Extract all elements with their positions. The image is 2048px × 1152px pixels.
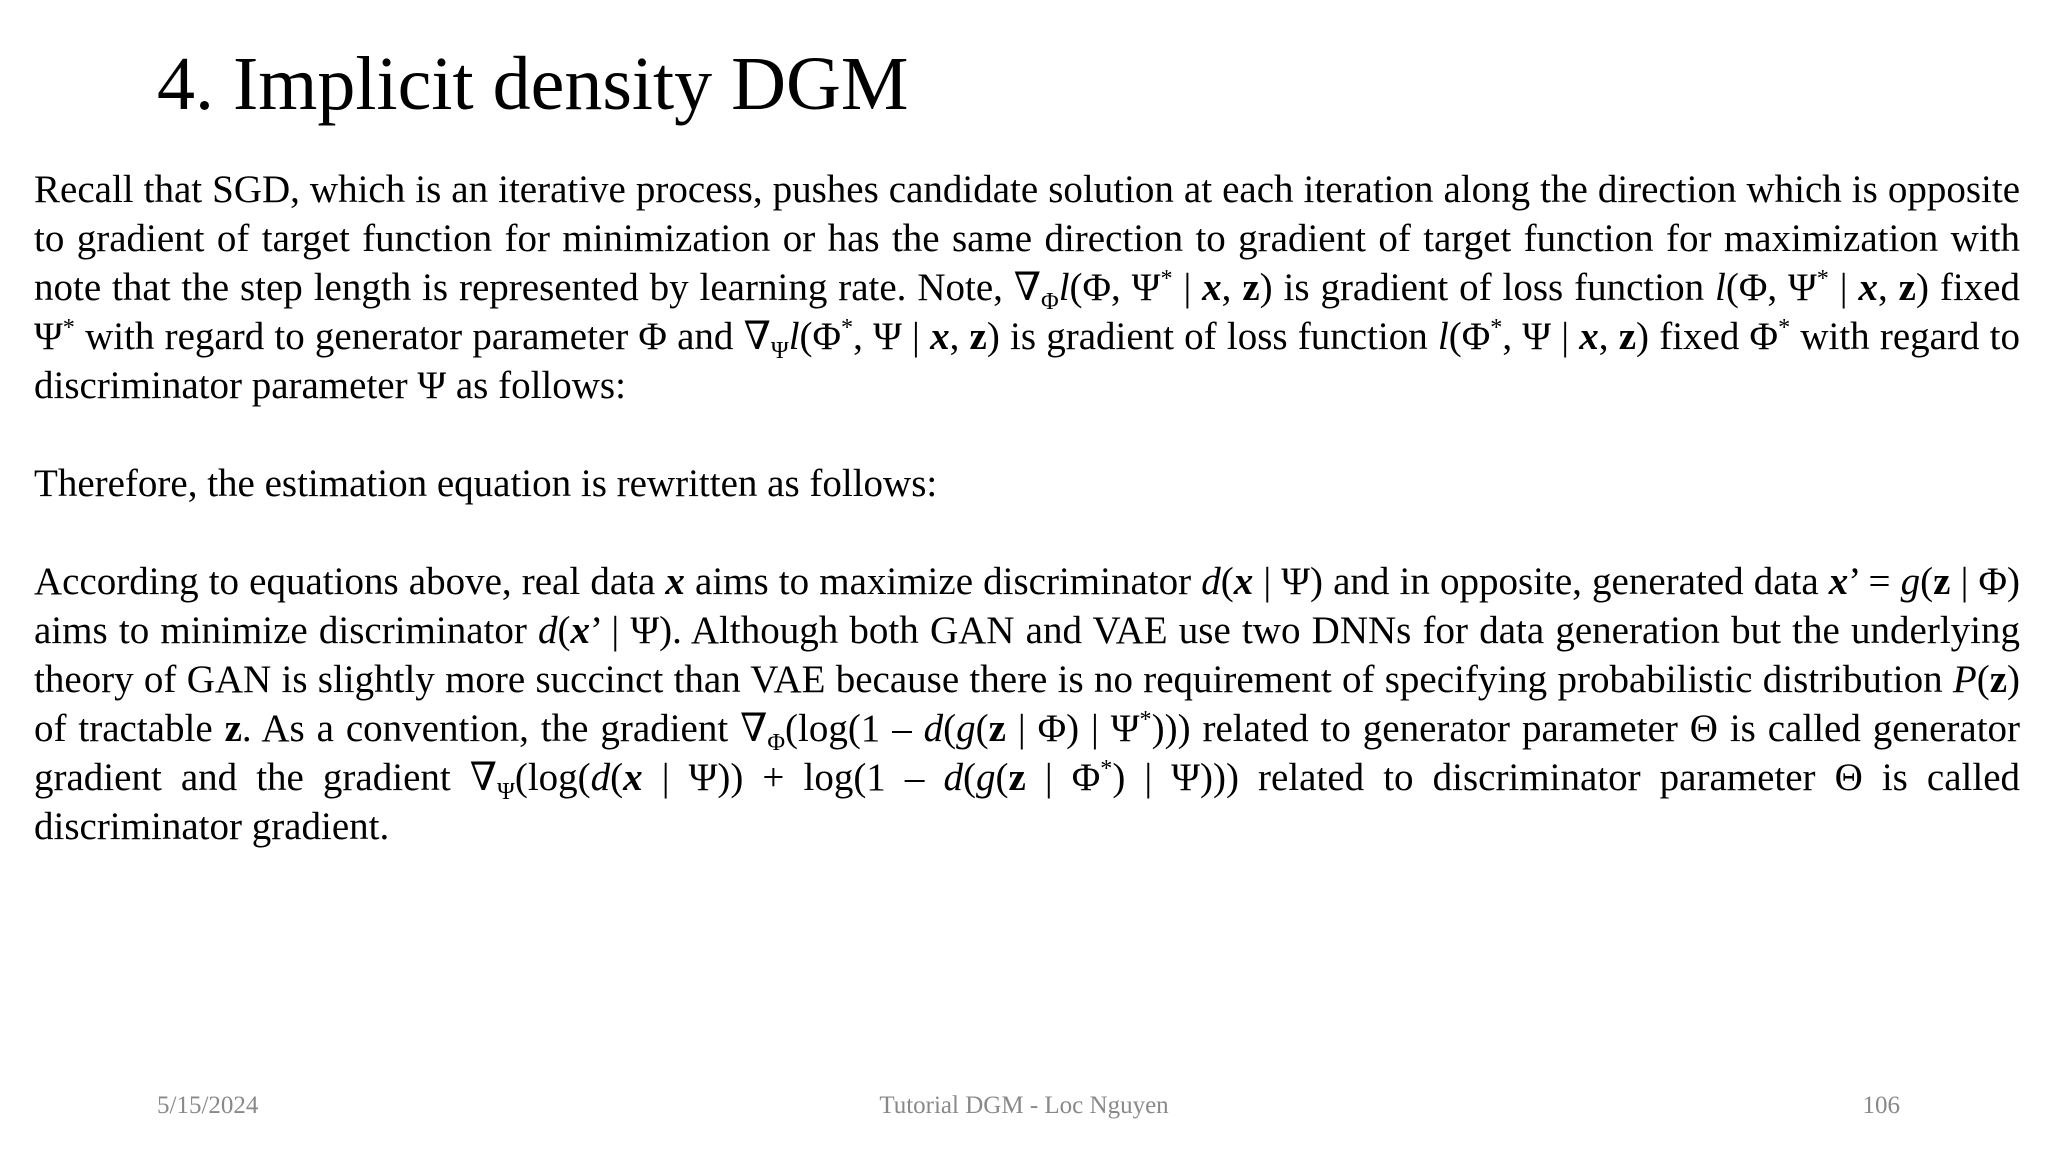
- text-run: , Ψ |: [853, 315, 931, 358]
- text-run: |: [1172, 266, 1203, 309]
- symbol-P: P: [1952, 658, 1977, 701]
- text-run: function: [1574, 266, 1715, 309]
- symbol-x: x: [1233, 560, 1254, 603]
- symbol-l: l: [1437, 315, 1449, 358]
- superscript: *: [1778, 314, 1791, 341]
- symbol-g: g: [1900, 560, 1921, 603]
- symbol-z: z: [1242, 266, 1260, 309]
- text-run: , Ψ |: [1502, 315, 1580, 358]
- text-run: According to equations above, real data: [34, 560, 666, 603]
- symbol-x: x: [623, 756, 643, 799]
- slide-title: 4. Implicit density DGM: [157, 42, 909, 126]
- superscript: *: [841, 314, 854, 341]
- footer-title: Tutorial DGM - Loc Nguyen: [879, 1092, 1169, 1119]
- symbol-x: x: [1858, 266, 1878, 309]
- symbol-z: z: [1989, 658, 2008, 701]
- symbol-d: d: [923, 707, 944, 750]
- text-run: Recall that SGD, which is an iterative process, pushes candidate solution at each iteration along the direction which is: [34, 168, 1878, 211]
- symbol-d: d: [590, 756, 611, 799]
- symbol-x: x: [1828, 560, 1849, 603]
- slide-body: [34, 165, 2020, 851]
- paragraph-therefore: Therefore, the estimation equation is rewritten as follows:: [34, 462, 938, 505]
- superscript: *: [1100, 755, 1113, 782]
- text-run: ’ | Ψ). Although both GAN and VAE use two DNNs for data generation but: [590, 609, 1781, 652]
- text-run: aims to maximize discriminator: [684, 560, 1202, 603]
- text-run: ) of tractable: [34, 658, 2021, 750]
- superscript: *: [62, 314, 75, 341]
- text-run: ,: [1877, 266, 1899, 309]
- text-run: ) | Ψ))) related to: [1112, 756, 1414, 799]
- symbol-z: z: [988, 707, 1006, 750]
- symbol-d: d: [943, 756, 963, 799]
- text-run: (: [1976, 658, 1990, 701]
- text-run: with regard to discriminator parameter Ψ as follows:: [34, 315, 2021, 407]
- text-run: (log(: [514, 756, 591, 799]
- symbol-x: x: [1202, 266, 1222, 309]
- text-run: ,: [1221, 266, 1243, 309]
- symbol-x: x: [930, 315, 950, 358]
- symbol-x: x: [665, 560, 685, 603]
- text-run: probabilistic distribution: [1557, 658, 1953, 701]
- text-run: (: [995, 756, 1009, 799]
- symbol-x: x: [570, 609, 591, 652]
- subscript: Ψ: [497, 777, 515, 805]
- text-run: (: [1920, 560, 1934, 603]
- symbol-g: g: [956, 707, 976, 750]
- footer-date: 5/15/2024: [157, 1092, 259, 1119]
- text-run: ) is gradient of loss: [1259, 266, 1564, 309]
- text-run: (: [1220, 560, 1234, 603]
- text-run: ) fixed Ψ: [34, 266, 2020, 358]
- subscript: Φ: [767, 728, 785, 756]
- text-run: | Φ: [1025, 756, 1101, 799]
- symbol-d: d: [1201, 560, 1221, 603]
- text-run: discriminator parameter Θ is called discriminator gradient.: [34, 756, 2021, 848]
- text-run: ))) related to: [1151, 707, 1351, 750]
- superscript: *: [1816, 265, 1829, 292]
- symbol-z: z: [969, 315, 987, 358]
- text-run: ,: [1598, 315, 1619, 358]
- symbol-z: z: [1618, 315, 1637, 358]
- text-run: ,: [949, 315, 970, 358]
- superscript: *: [1160, 265, 1173, 292]
- text-run: ) fixed Φ: [1636, 315, 1779, 358]
- text-run: (: [962, 756, 976, 799]
- symbol-z: z: [224, 707, 242, 750]
- text-run: | Φ) aims to minimize discriminator: [34, 560, 2020, 652]
- symbol-d: d: [538, 609, 558, 652]
- symbol-l: l: [1058, 266, 1070, 309]
- paragraph-according: [34, 557, 2020, 851]
- symbol-l: l: [1715, 266, 1726, 309]
- page-number: 106: [1862, 1092, 1900, 1119]
- paragraph-sgd: [34, 165, 2020, 410]
- symbol-z: z: [1933, 560, 1951, 603]
- text-run: (: [557, 609, 571, 652]
- symbol-x: x: [1579, 315, 1599, 358]
- text-run: (: [975, 707, 989, 750]
- symbol-l: l: [788, 315, 800, 358]
- superscript: *: [1490, 314, 1503, 341]
- text-run: generator parameter Θ is called generator gradient and the gradient ∇: [34, 707, 2021, 799]
- text-run: (Φ, Ψ: [1725, 266, 1817, 309]
- subscript: Φ: [1041, 287, 1059, 315]
- text-run: | Φ) | Ψ: [1005, 707, 1140, 750]
- subscript: Ψ: [770, 336, 789, 364]
- text-run: . As a convention, the gradient ∇: [241, 707, 768, 750]
- text-run: the underlying theory of GAN is slightly more succinct than VAE because there is no requirement of specifying: [34, 609, 2020, 701]
- text-run: (: [610, 756, 624, 799]
- text-run: ’ =: [1848, 560, 1891, 603]
- text-run: (: [943, 707, 957, 750]
- symbol-z: z: [1898, 266, 1916, 309]
- symbol-g: g: [975, 756, 996, 799]
- symbol-z: z: [1008, 756, 1026, 799]
- text-run: with regard to generator parameter Φ and ∇: [74, 315, 771, 358]
- text-run: opposite to gradient of target function for minimization or has the same direction to gradient of target function for: [34, 168, 2021, 260]
- text-run: (log(1 –: [785, 707, 924, 750]
- superscript: *: [1139, 706, 1152, 733]
- text-run: | Ψ) and in opposite, generated data: [1253, 560, 1829, 603]
- text-run: (Φ, Ψ: [1069, 266, 1161, 309]
- text-run: (Φ: [1448, 315, 1491, 358]
- text-run: (Φ: [799, 315, 842, 358]
- text-run: | Ψ)) + log(1 –: [642, 756, 944, 799]
- text-run: |: [1828, 266, 1859, 309]
- text-run: ) is gradient of loss function: [986, 315, 1428, 358]
- text-run: maximization with note that the step length is represented by learning rate. Note, ∇: [34, 217, 2021, 309]
